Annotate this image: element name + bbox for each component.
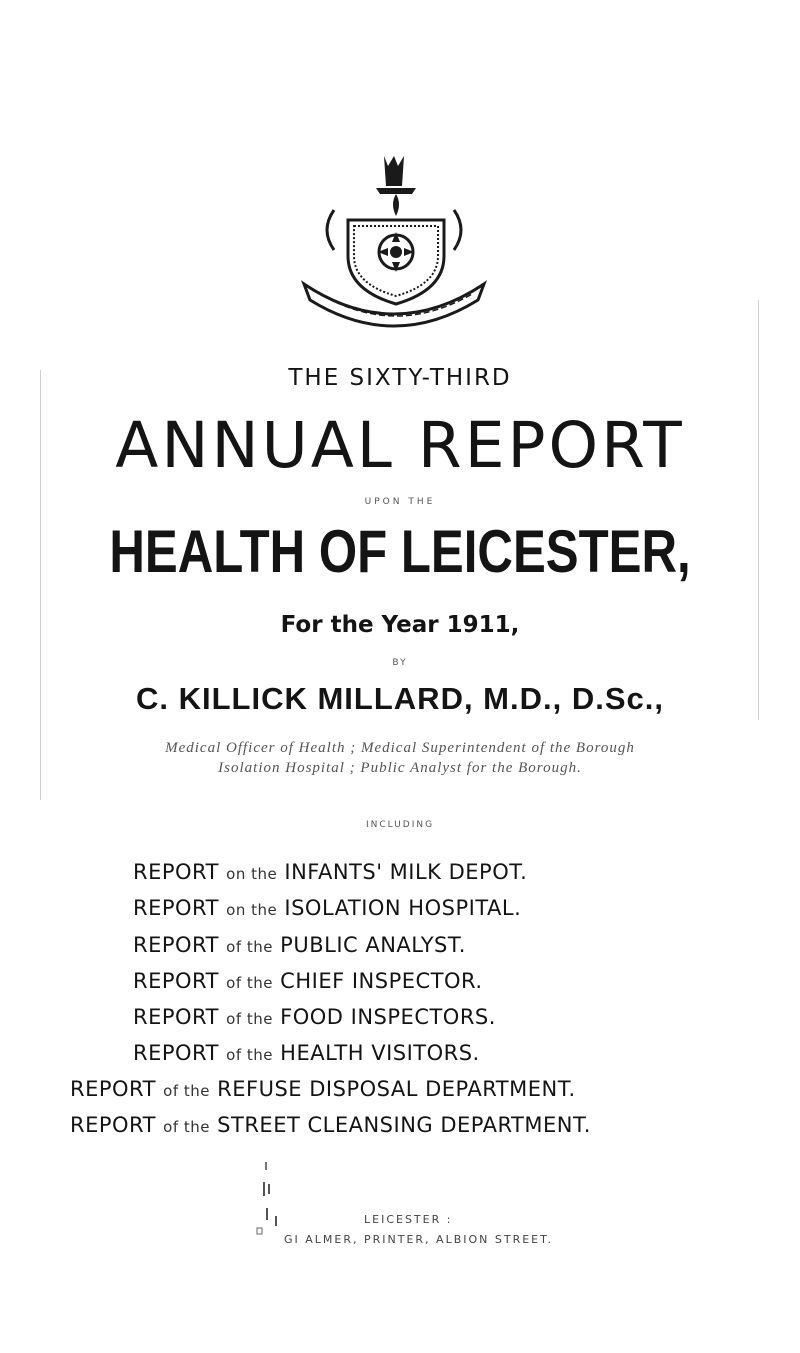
report-subject: HEALTH VISITORS. [280, 1041, 480, 1065]
imprint-place: LEICESTER : [364, 1213, 453, 1226]
report-subject: CHIEF INSPECTOR. [280, 969, 483, 993]
report-word: REPORT [133, 969, 219, 993]
report-word: REPORT [70, 1077, 156, 1101]
report-preposition: of the [163, 1082, 210, 1100]
report-word: REPORT [133, 933, 219, 957]
report-preposition: of the [226, 1010, 273, 1028]
by-label: BY [392, 658, 408, 668]
author-roles-line-2: Isolation Hospital ; Public Analyst for the Borough. [218, 760, 582, 776]
report-preposition: of the [226, 938, 273, 956]
report-word: REPORT [70, 1113, 156, 1137]
edition-line: THE SIXTY-THIRD [288, 365, 512, 391]
author-name: C. KILLICK MILLARD, M.D., D.Sc., [136, 681, 664, 716]
report-word: REPORT [133, 860, 219, 884]
report-subject: FOOD INSPECTORS. [280, 1005, 496, 1029]
report-list-item [133, 1005, 496, 1029]
year-line: For the Year 1911, [280, 612, 520, 638]
report-list-item [70, 1113, 591, 1137]
report-list-item [133, 933, 466, 957]
report-word: REPORT [133, 1005, 219, 1029]
author-roles-line-1: Medical Officer of Health ; Medical Superintendent of the Borough [165, 740, 635, 756]
page-edge-shadow [758, 300, 759, 720]
report-word: REPORT [133, 1041, 219, 1065]
report-word: REPORT [133, 896, 219, 920]
report-title: ANNUAL REPORT [115, 409, 685, 482]
report-list-item [133, 860, 527, 884]
upon-the-label: UPON THE [364, 497, 436, 507]
report-preposition: of the [226, 974, 273, 992]
report-subject: STREET CLEANSING DEPARTMENT. [217, 1113, 591, 1137]
report-subject: ISOLATION HOSPITAL. [284, 896, 522, 920]
borough-crest-icon [296, 150, 492, 340]
report-subject: INFANTS' MILK DEPOT. [284, 860, 528, 884]
report-list-item [133, 1041, 480, 1065]
report-preposition: on the [226, 865, 278, 883]
report-list-item [133, 896, 521, 920]
report-list-item [133, 969, 483, 993]
report-subject: PUBLIC ANALYST. [280, 933, 466, 957]
including-label: INCLUDING [365, 820, 435, 830]
report-subject: HEALTH OF LEICESTER, [109, 518, 691, 585]
report-subject: REFUSE DISPOSAL DEPARTMENT. [217, 1077, 576, 1101]
ink-specks-icon [255, 1160, 295, 1240]
report-list-item [70, 1077, 576, 1101]
report-preposition: of the [163, 1118, 210, 1136]
report-preposition: on the [226, 901, 278, 919]
imprint-printer: GI ALMER, PRINTER, ALBION STREET. [284, 1233, 554, 1246]
report-preposition: of the [226, 1046, 273, 1064]
